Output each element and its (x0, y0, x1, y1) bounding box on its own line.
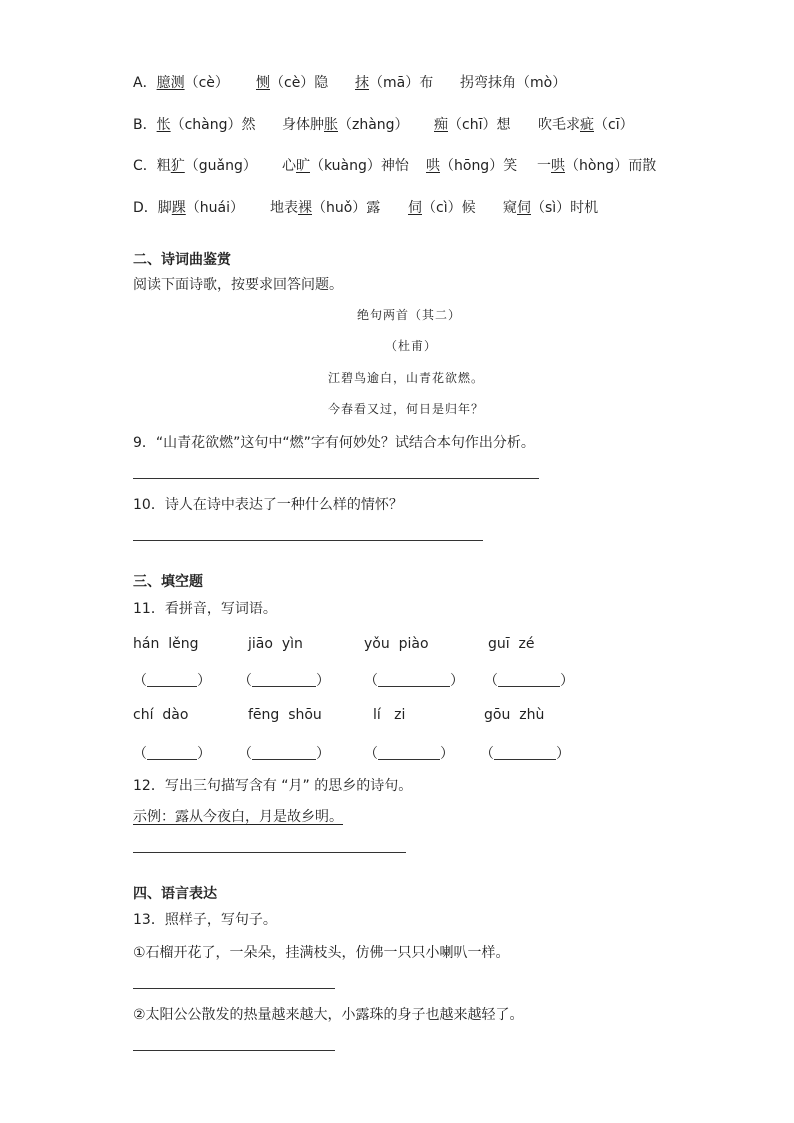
option-a-item-1: A．臆测（cè） (133, 75, 229, 91)
answer-blank-2[interactable]: （ ） (238, 673, 330, 689)
answer-blank-4[interactable]: （ ） (484, 673, 574, 689)
section-2-heading: 二、诗词曲鉴赏 (133, 252, 231, 268)
option-b-item-3: 痴（chī）想 (434, 117, 511, 133)
option-a-item-2: 恻（cè）隐 (256, 75, 329, 91)
question-12: 12．写出三句描写含有 “月” 的思乡的诗句。 (133, 778, 413, 794)
answer-line-s1[interactable] (133, 988, 335, 989)
option-b-item-4: 吹毛求疵（cī） (538, 117, 634, 133)
pinyin-8: gōu zhù (484, 707, 545, 723)
answer-blank-6[interactable]: （ ） (238, 746, 330, 762)
option-d-item-4: 窥伺（sì）时机 (503, 200, 599, 216)
option-c-item-4: 一哄（hòng）而散 (537, 158, 657, 174)
pinyin-7: lí zi (373, 707, 406, 723)
option-c-item-2: 心旷（kuàng）神怡 (282, 158, 409, 174)
option-d-item-3: 伺（cì）候 (408, 200, 476, 216)
option-c-item-3: 哄（hōng）笑 (426, 158, 518, 174)
answer-blank-5[interactable]: （ ） (133, 746, 211, 762)
answer-line-q9[interactable] (133, 478, 539, 479)
option-d-item-2: 地表裸（huǒ）露 (270, 200, 381, 216)
poem-line-2: 今春看又过，何日是归年？ (328, 402, 485, 416)
option-b-item-1: B．怅（chàng）然 (133, 117, 256, 133)
answer-blank-8[interactable]: （ ） (480, 746, 570, 762)
option-b-item-2: 身体肿胀（zhàng） (282, 117, 409, 133)
answer-line-s2[interactable] (133, 1050, 335, 1051)
option-a-item-3: 抹（mā）布 (355, 75, 434, 91)
answer-line-q10[interactable] (133, 540, 483, 541)
pinyin-1: hán lěng (133, 636, 199, 652)
sentence-1: ①石榴开花了，一朵朵，挂满枝头，仿佛一只只小喇叭一样。 (133, 945, 510, 961)
section-3-heading: 三、填空题 (133, 574, 203, 590)
option-a-row (133, 72, 229, 92)
option-a-item-4: 拐弯抹角（mò） (460, 75, 567, 91)
pinyin-3: yǒu piào (364, 636, 429, 652)
answer-blank-3[interactable]: （ ） (364, 673, 464, 689)
pinyin-4: guī zé (488, 636, 535, 652)
option-c-item-1: C．粗犷（guǎng） (133, 158, 257, 174)
question-11: 11．看拼音，写词语。 (133, 601, 277, 617)
section-2-instruction: 阅读下面诗歌，按要求回答问题。 (133, 277, 343, 293)
poem-line-1: 江碧鸟逾白，山青花欲燃。 (328, 371, 485, 385)
example-sentence: 示例：露从今夜白，月是故乡明。 (133, 809, 343, 825)
answer-blank-7[interactable]: （ ） (364, 746, 454, 762)
pinyin-2: jiāo yìn (248, 636, 303, 652)
answer-blank-1[interactable]: （ ） (133, 673, 211, 689)
question-10: 10．诗人在诗中表达了一种什么样的情怀？ (133, 497, 403, 513)
section-4-heading: 四、语言表达 (133, 886, 217, 902)
pinyin-5: chí dào (133, 707, 189, 723)
question-9: 9．“山青花欲燃”这句中“燃”字有何妙处？试结合本句作出分析。 (133, 435, 535, 451)
option-d-item-1: D．脚踝（huái） (133, 200, 244, 216)
answer-line-q12[interactable] (133, 852, 406, 853)
poem-author: （杜甫） (385, 339, 438, 353)
question-13: 13．照样子，写句子。 (133, 912, 277, 928)
poem-title: 绝句两首（其二） (357, 308, 462, 322)
sentence-2: ②太阳公公散发的热量越来越大，小露珠的身子也越来越轻了。 (133, 1007, 524, 1023)
pinyin-6: fēng shōu (248, 707, 322, 723)
